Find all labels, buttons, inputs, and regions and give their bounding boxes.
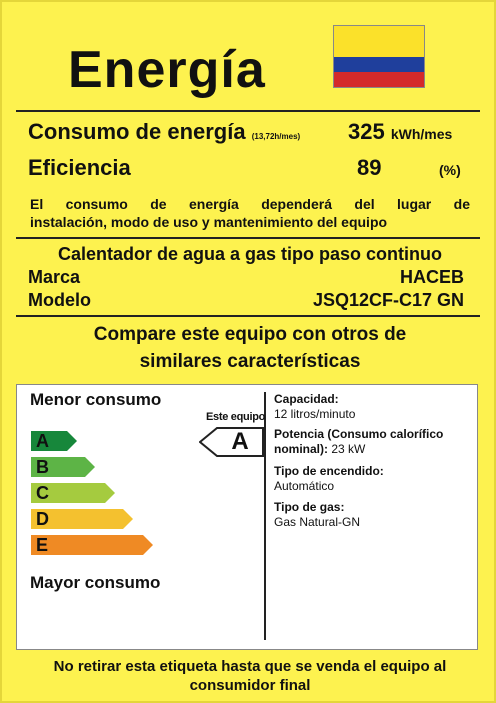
brand-value: HACEB	[399, 267, 464, 287]
consumo-label: Consumo de energía	[28, 119, 246, 144]
consumo-unit: kWh/mes	[390, 126, 453, 142]
class-letter-a: A	[36, 431, 49, 451]
este-equipo-label: Este equipo	[206, 411, 266, 423]
footer-warning	[2, 657, 496, 695]
class-bar-b	[31, 457, 97, 477]
spec-encendido-value: Automático	[274, 479, 335, 493]
consumo-detail: (13,72h/mes)	[251, 132, 301, 141]
spec-potencia-label-1: Potencia (Consumo calorífico	[274, 427, 444, 441]
class-bar-d	[31, 509, 135, 529]
class-bar-e	[31, 535, 155, 555]
eficiencia-value: 89	[357, 155, 382, 180]
brand-label: Marca	[28, 267, 81, 287]
note-line-2: instalación, modo de uso y mantenimiento del equipo	[30, 214, 388, 230]
eficiencia-unit: (%)	[439, 162, 461, 178]
divider	[16, 110, 480, 112]
class-bar-c	[31, 483, 117, 503]
este-equipo-indicator	[199, 427, 265, 462]
spec-gas-label: Tipo de gas:	[274, 500, 345, 514]
class-letter-d: D	[36, 509, 49, 529]
class-bar-a	[31, 431, 79, 451]
spec-potencia	[274, 427, 443, 457]
footer-line-2: consumidor final	[189, 677, 311, 694]
class-letter-e: E	[36, 535, 49, 555]
consumo-value: 325	[348, 119, 385, 144]
consumo-row	[28, 119, 300, 145]
note-line-1: El consumo de energía dependerá del lugar de	[30, 196, 470, 212]
spec-gas	[274, 500, 360, 530]
model-value: JSQ12CF-C17 GN	[312, 290, 464, 310]
spec-potencia-value: 23 kW	[331, 442, 366, 456]
colombia-flag-icon	[333, 25, 425, 88]
product-type: Calentador de agua a gas tipo paso continuo	[57, 244, 443, 264]
spec-encendido	[274, 464, 384, 494]
footer-line-1: No retirar esta etiqueta hasta que se venda el equipo al	[53, 658, 447, 675]
spec-capacidad	[274, 392, 355, 422]
mayor-consumo-label: Mayor consumo	[30, 573, 161, 592]
menor-consumo-label: Menor consumo	[30, 390, 162, 409]
class-letter-c: C	[36, 483, 49, 503]
spec-gas-value: Gas Natural-GN	[274, 515, 361, 529]
divider	[16, 315, 480, 317]
divider	[16, 237, 480, 239]
este-equipo-class: A	[231, 428, 249, 455]
label-title: Energía	[68, 41, 266, 99]
spec-capacidad-value: 12 litros/minuto	[274, 407, 356, 421]
eficiencia-label: Eficiencia	[28, 155, 131, 180]
compare-line-2: similares características	[139, 351, 361, 372]
spec-potencia-label-2: nominal):	[274, 442, 328, 456]
model-label: Modelo	[28, 290, 91, 310]
spec-encendido-label: Tipo de encendido:	[274, 464, 384, 478]
compare-line-1: Compare este equipo con otros de	[93, 324, 407, 345]
consumo-value-row	[348, 119, 452, 145]
spec-capacidad-label: Capacidad:	[274, 392, 339, 406]
class-letter-b: B	[36, 457, 49, 477]
